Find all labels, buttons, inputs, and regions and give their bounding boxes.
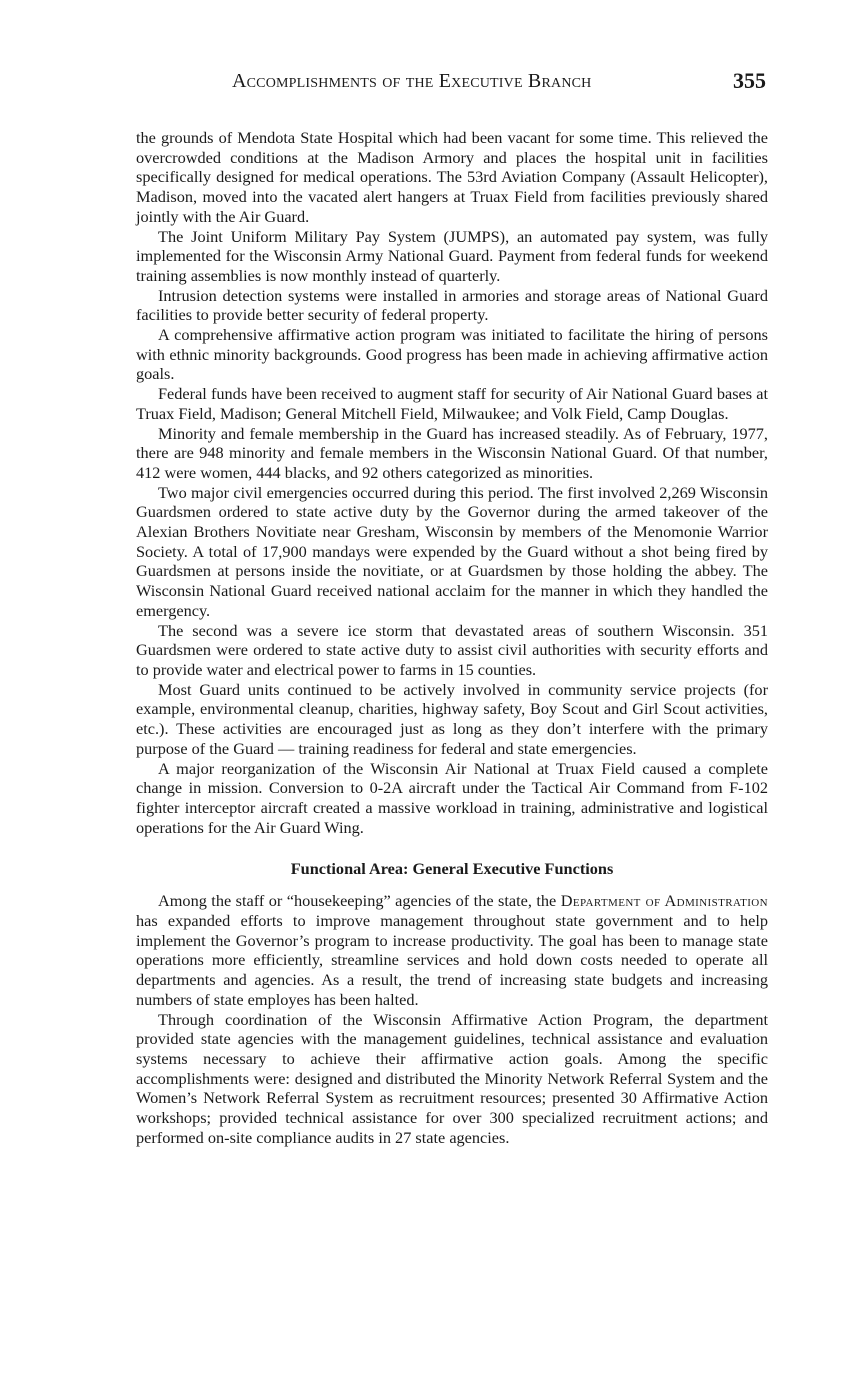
paragraph-department-of-administration <box>136 891 768 1009</box>
body-text <box>136 128 768 1147</box>
paragraph-hospital-grounds: the grounds of Mendota State Hospital which had been vacant for some time. This relieved the overcrowded conditions at the Madison Armory and places the hospital unit in facilities specifically designed for medical operations. The 53rd Aviation Company (Assault Helicopter), Madison, moved into the vacated alert hangers at Truax Field from facilities previously shared jointly with the Air Guard. <box>136 128 768 226</box>
paragraph-text-rest: has expanded efforts to improve management throughout state government and to help implement the Governor’s program to increase productivity. The goal has been to manage state operations more efficiently, streamline services and hold down costs needed to operate all departments and agencies. As a result, the trend of increasing state budgets and increasing numbers of state employes has been halted. <box>136 911 768 1009</box>
section-heading: Functional Area: General Executive Functions <box>290 859 614 879</box>
department-name: Department of Administration <box>560 891 768 911</box>
page-number: 355 <box>733 68 766 93</box>
paragraph-civil-emergencies: Two major civil emergencies occurred during this period. The first involved 2,269 Wisconsin Guardsmen ordered to state active duty by the Governor during the armed takeover of the Alexian Brothers Novitiate near Gresham, Wisconsin by members of the Menomonie Warrior Society. A total of 17,900 mandays were expended by the Guard without a shot being fired by Guardsmen at persons inside the novitiate, or at Guardsmen by those holding the abbey. The Wisconsin National Guard received national acclaim for the manner in which they handled the emergency. <box>136 482 768 620</box>
paragraph-community-service: Most Guard units continued to be actively involved in community service projects (for example, environmental cleanup, charities, highway safety, Boy Scout and Girl Scout activities, etc.). These activities are encouraged just as long as they don’t interfere with the primary purpose of the Guard — training readiness for federal and state emergencies. <box>136 679 768 758</box>
running-title: Accomplishments of the Executive Branch <box>232 70 592 92</box>
paragraph-intrusion-detection: Intrusion detection systems were installed in armories and storage areas of National Guard facilities to provide better security of federal property. <box>136 285 768 325</box>
paragraph-jumps: The Joint Uniform Military Pay System (JUMPS), an automated pay system, was fully implemented for the Wisconsin Army National Guard. Payment from federal funds for weekend training assemblies is now monthly instead of quarterly. <box>136 226 768 285</box>
paragraph-affirmative-action-coordination: Through coordination of the Wisconsin Affirmative Action Program, the department provided state agencies with the management guidelines, technical assistance and evaluation systems necessary to achieve their affirmative action goals. Among the specific accomplishments were: designed and distributed the Minority Network Referral System and the Women’s Network Referral System as recruitment resources; presented 30 Affirmative Action workshops; provided technical assistance for over 300 specialized recruitment actions; and performed on-site compliance audits in 27 state agencies. <box>136 1009 768 1147</box>
paragraph-ice-storm: The second was a severe ice storm that devastated areas of southern Wisconsin. 351 Guardsmen were ordered to state active duty to assist civil authorities with security efforts and to provide water and electrical power to farms in 15 counties. <box>136 620 768 679</box>
paragraph-federal-funds: Federal funds have been received to augment staff for security of Air National Guard bases at Truax Field, Madison; General Mitchell Field, Milwaukee; and Volk Field, Camp Douglas. <box>136 384 768 423</box>
paragraph-minority-membership: Minority and female membership in the Guard has increased steadily. As of February, 1977, there are 948 minority and female members in the Wisconsin National Guard. Of that number, 412 were women, 444 blacks, and 92 others categorized as minorities. <box>136 423 768 482</box>
paragraph-affirmative-action-program: A comprehensive affirmative action program was initiated to facilitate the hiring of persons with ethnic minority backgrounds. Good progress has been made in achieving affirmative action goals. <box>136 325 768 384</box>
running-head <box>232 68 772 100</box>
paragraph-text-lead: Among the staff or “housekeeping” agencies of the state, the <box>158 891 561 911</box>
paragraph-air-national-reorganization: A major reorganization of the Wisconsin Air National at Truax Field caused a complete change in mission. Conversion to 0-2A aircraft under the Tactical Air Command from F-102 fighter interceptor aircraft created a massive workload in training, administrative and logistical operations for the Air Guard Wing. <box>136 758 768 837</box>
